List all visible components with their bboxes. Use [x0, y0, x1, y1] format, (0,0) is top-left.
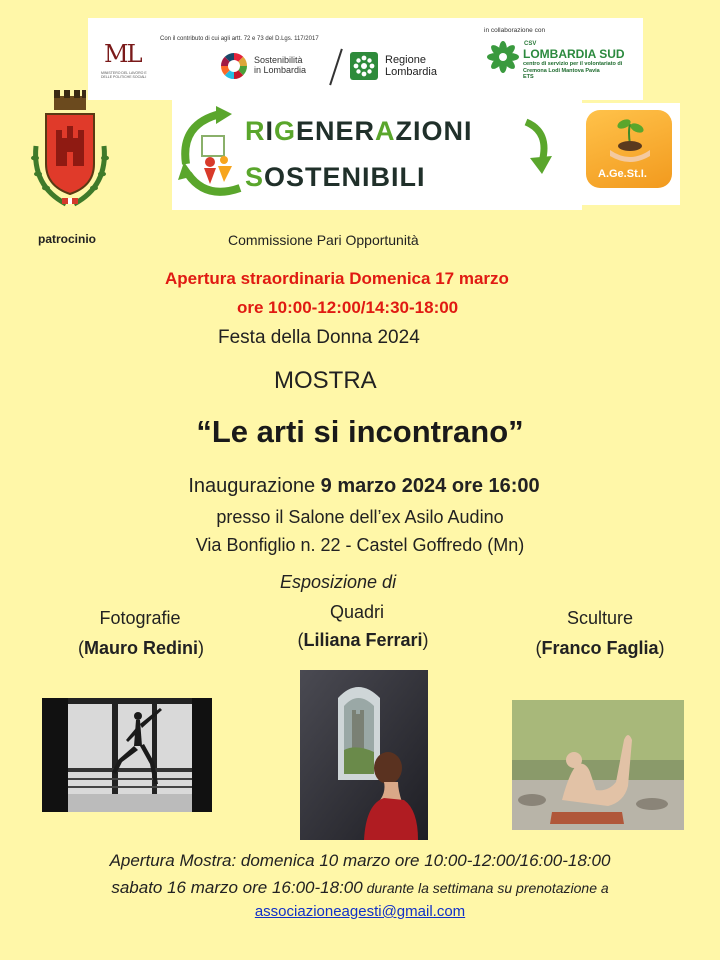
banner-line-2: SOSTENIBILI [245, 162, 426, 192]
apertura-straordinaria: Apertura straordinaria Domenica 17 marzo [165, 269, 509, 288]
apertura-mostra-line: Apertura Mostra: domenica 10 marzo ore 10:00-12:00/16:00-18:00 [109, 851, 611, 870]
patrocinio-label: patrocinio [38, 232, 97, 246]
regione-lombardia-icon [350, 52, 378, 80]
esposizione-label: Esposizione di [280, 572, 397, 592]
collaborazione-text: in collaborazione con [484, 27, 546, 34]
hands-plant-icon [606, 114, 654, 164]
csv-flower-icon [486, 40, 520, 74]
contributo-text: Con il contributo di cui agli artt. 72 e 73 del D.Lgs. 117/2017 [160, 36, 319, 42]
festa-della-donna: Festa della Donna 2024 [218, 327, 420, 348]
agesti-label: A.Ge.St.I. [598, 168, 647, 180]
exhibition-title: “Le arti si incontrano” [196, 414, 524, 449]
green-arrow-icon [520, 118, 556, 178]
fotografie-artist: (Mauro Redini) [77, 638, 204, 658]
ministero-subtitle: MINISTERO DEL LAVORO E DELLE POLITICHE SOCIALI [101, 71, 147, 79]
quadri-artist: (Liliana Ferrari) [297, 630, 429, 650]
banner-line-1: RIGENERAZIONI [245, 116, 473, 146]
contact-email-link[interactable]: associazioneagesti@gmail.com [254, 903, 466, 920]
sostenibilita-label: Sostenibilità in Lombardia [254, 55, 307, 75]
venue-line: presso il Salone dell’ex Asilo Audino [216, 507, 504, 527]
regione-lombardia-label: Regione Lombardia [385, 54, 437, 78]
comune-crest-icon [26, 86, 114, 214]
sculture-artist: (Franco Faglia) [535, 638, 665, 658]
fotografie-label: Fotografie [99, 608, 181, 628]
sculture-label: Sculture [566, 608, 634, 628]
ministero-logo: ML [104, 40, 141, 68]
recycle-figures-icon [176, 104, 252, 204]
apertura-orari: ore 10:00-12:00/14:30-18:00 [237, 298, 459, 317]
inaugurazione-line: Inaugurazione 9 marzo 2024 ore 16:00 [188, 475, 540, 497]
sculpture-photo [512, 700, 684, 830]
address-line: Via Bonfiglio n. 22 - Castel Goffredo (Mn) [195, 535, 525, 555]
sabato-line: sabato 16 marzo ore 16:00-18:00 durante la settimana su prenotazione a [111, 878, 609, 897]
dancer-photo [42, 698, 212, 812]
csv-small-label: CSV [524, 41, 537, 47]
csv-name: LOMBARDIA SUD [523, 47, 625, 61]
painting-photo [300, 670, 428, 840]
csv-description: centro di servizio per il volontariato di Cremona Lodi Mantova Pavia ETS [523, 61, 623, 80]
mostra-heading: MOSTRA [274, 367, 377, 394]
commissione-label: Commissione Pari Opportunità [228, 232, 419, 248]
sdg-wheel-icon [220, 52, 248, 80]
quadri-label: Quadri [330, 602, 385, 622]
